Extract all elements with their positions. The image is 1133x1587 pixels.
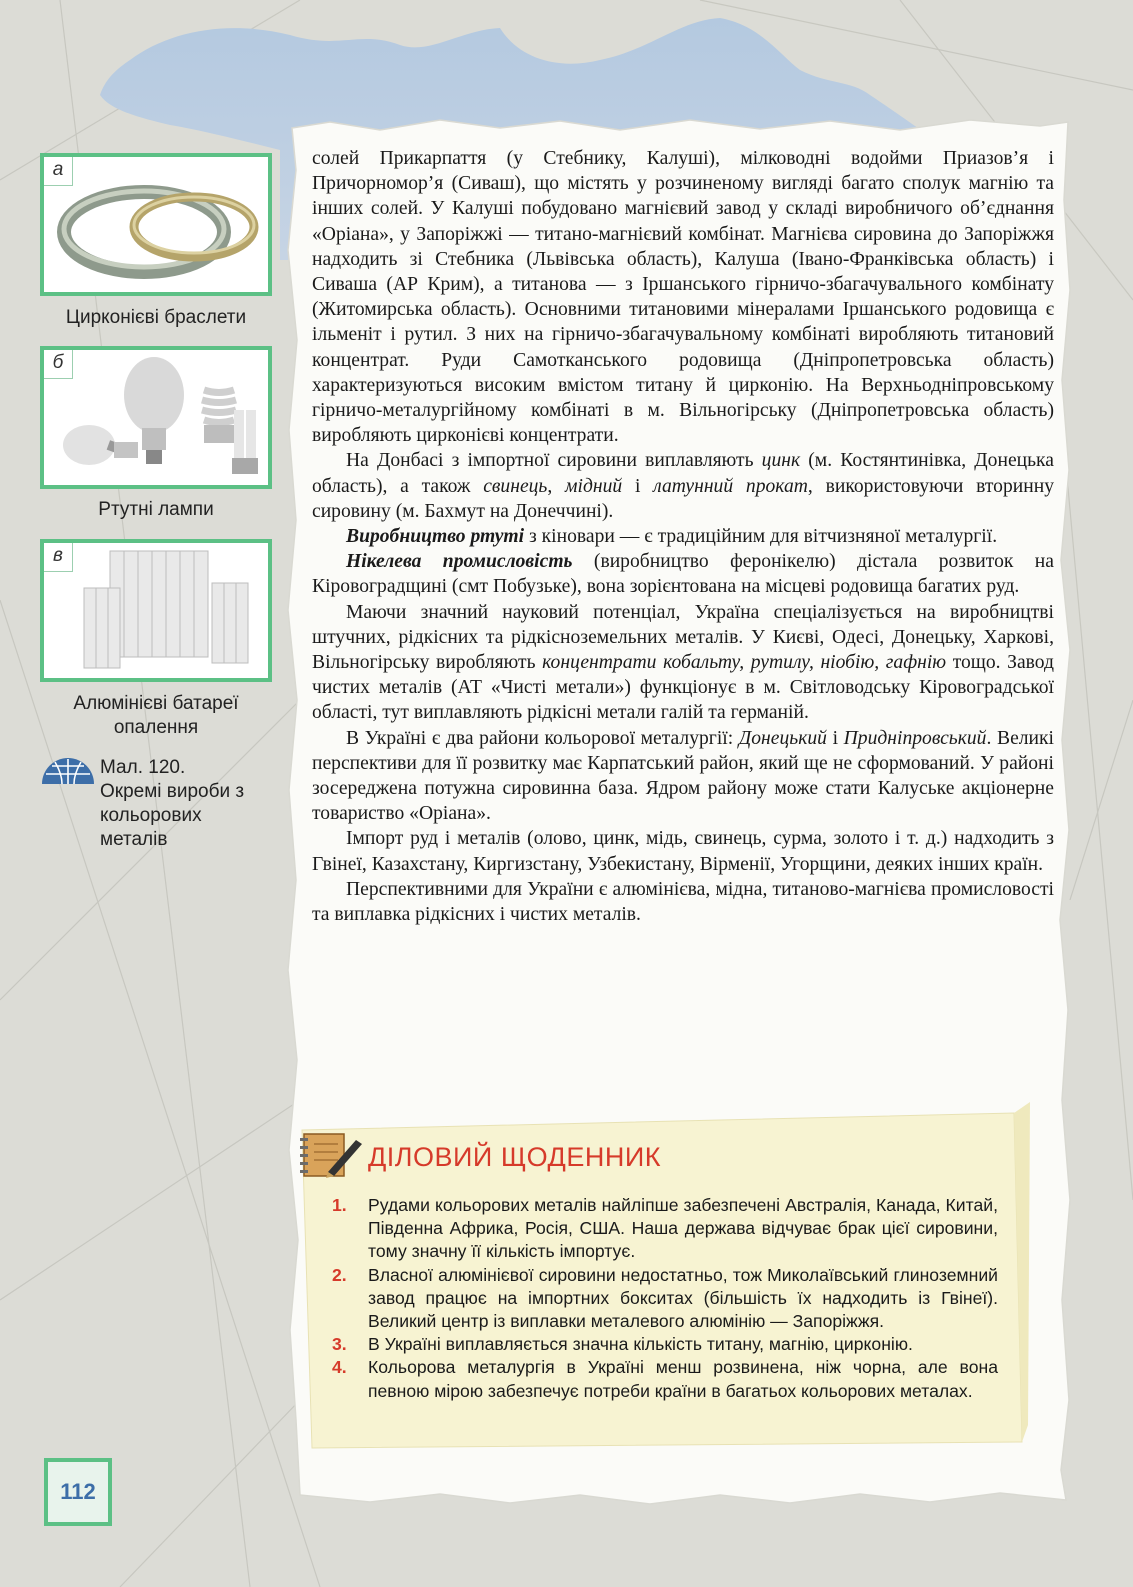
notebook-pen-icon xyxy=(298,1128,364,1182)
paragraph-3: Виробництво ртуті з кіновари — є традиційним для вітчизняної металургії. xyxy=(346,526,998,548)
diary-item: 1. Рудами кольорових металів найліпше забезпечені Австралія, Канада, Китай, Південна Африка, Росія, США. Наша держава відчуває брак цієї сировини, тому значну її кількість імпортує. xyxy=(332,1195,998,1262)
photo-letter-b: б xyxy=(44,350,73,379)
photo-zirconium-bracelets xyxy=(40,153,272,296)
paragraph-4: Нікелева промисловість (виробництво феронікелю) дістала розвиток на Кіровоградщині (смт Побузьке), вона зорієнтована на місцеві родовища багатих руд. xyxy=(312,551,1054,598)
paragraph-1: солей Прикарпаття (у Стебнику, Калуші), мілководні водойми Приазов’я і Причорномор’я (Сиваш), що містять у розчиненому вигляді багато сполук магнію та інших солей. У Калуші побудовано магнієвий завод у складі виробничого об’єднання «Оріана», у Запоріжжі — титано-магнієвий комбінат. Магнієва сировина до Запоріжжя надходить зі Стебника (Львівська область), Калуша (Івано-Франківська область) і Сиваша (АР Крим), а титанова — з Іршанського гірничо-збагачувального комбінату (Житомирська область). Основними титановими мінералами Іршанського родовища є ільменіт і рутил. З них на гірничо-збагачувальному комбінаті виробляють титановий концентрат. Руди Самотканського родовища (Дніпропетровська область) характеризуються високим вмістом титану й цирконію. На Верхньодніпровському гірничо-металургійному комбінаті в м. Вільногірську (Дніпропетровська область) виробляють цирконієві концентрати. xyxy=(312,148,1054,447)
globe-icon xyxy=(40,756,96,786)
diary-item: 2. Власної алюмінієвої сировини недостатньо, тож Миколаївський глиноземний завод працює на імпортних бокситах (більшість їх надходить із Гвінеї). Великий центр із виплавки металевого алюмінію — Запоріжжя. xyxy=(332,1264,998,1332)
diary-item: 4. Кольорова металургія в Україні менш розвинена, ніж чорна, але вона певною мірою забезпечує потреби країни в багатьох кольорових металах. xyxy=(332,1357,998,1401)
figure-caption xyxy=(100,756,250,852)
figure-caption-text: Окремі вироби з кольорових металів xyxy=(100,781,245,850)
figure-number: Мал. 120. xyxy=(100,757,186,778)
photo-aluminum-radiators xyxy=(40,539,272,682)
diary-title: ДІЛОВИЙ ЩОДЕННИК xyxy=(368,1142,661,1172)
photo-letter-a: а xyxy=(44,157,73,186)
main-text xyxy=(312,146,1054,927)
photo-caption-radiators: Алюмінієві батареї опалення xyxy=(73,693,239,738)
paragraph-6: В Україні є два райони кольорової металургії: Донецький і Придніпровський. Великі перспективи для її розвитку має Карпатський район, який ще не сформований. У районі зосереджена потужна сировинна база. Ядром району може стати Калуське акціонерне товариство «Оріана». xyxy=(312,727,1054,825)
bracelet-image xyxy=(44,157,268,292)
radiator-image xyxy=(44,543,268,678)
photo-caption-bracelets: Цирконієві браслети xyxy=(65,307,247,328)
paragraph-8: Перспективними для України є алюмінієва, мідна, титаново-магнієва промисловості та виплавка рідкісних і чистих металів. xyxy=(312,878,1054,926)
paragraph-7: Імпорт руд і металів (олово, цинк, мідь, свинець, сурма, золото і т. д.) надходить з Гвінеї, Казахстану, Киргизстану, Узбекистану, Вірменії, Угорщини, деяких інших країн. xyxy=(312,828,1054,875)
diary-list xyxy=(332,1194,998,1403)
paragraph-2: На Донбасі з імпортної сировини виплавляють цинк (м. Костянтинівка, Донецька область), а також свинець, мідний і латунний прокат, використовуючи вторинну сировину (м. Бахмут на Донеччині). xyxy=(312,450,1054,522)
diary-item: 3. В Україні виплавляється значна кількість титану, магнію, цирконію. xyxy=(332,1334,913,1355)
page-number-box xyxy=(44,1458,112,1526)
photo-mercury-lamps xyxy=(40,346,272,489)
paragraph-5: Маючи значний науковий потенціал, Україна спеціалізується на виробництві штучних, рідкісних та рідкісноземельних металів. У Києві, Одесі, Донецьку, Харкові, Вільногірську виробляють концентрати кобальту, рутилу, ніобію, гафнію тощо. Завод чистих металів (АТ «Чисті метали») функціонує в м. Світловодську Кіровоградської області, тут виплавляють рідкісні метали галій та германій. xyxy=(312,601,1055,724)
photo-caption-lamps: Ртутні лампи xyxy=(98,499,214,520)
photo-letter-v: в xyxy=(44,543,73,572)
lamps-image xyxy=(44,350,268,485)
page-number: 112 xyxy=(60,1479,96,1504)
